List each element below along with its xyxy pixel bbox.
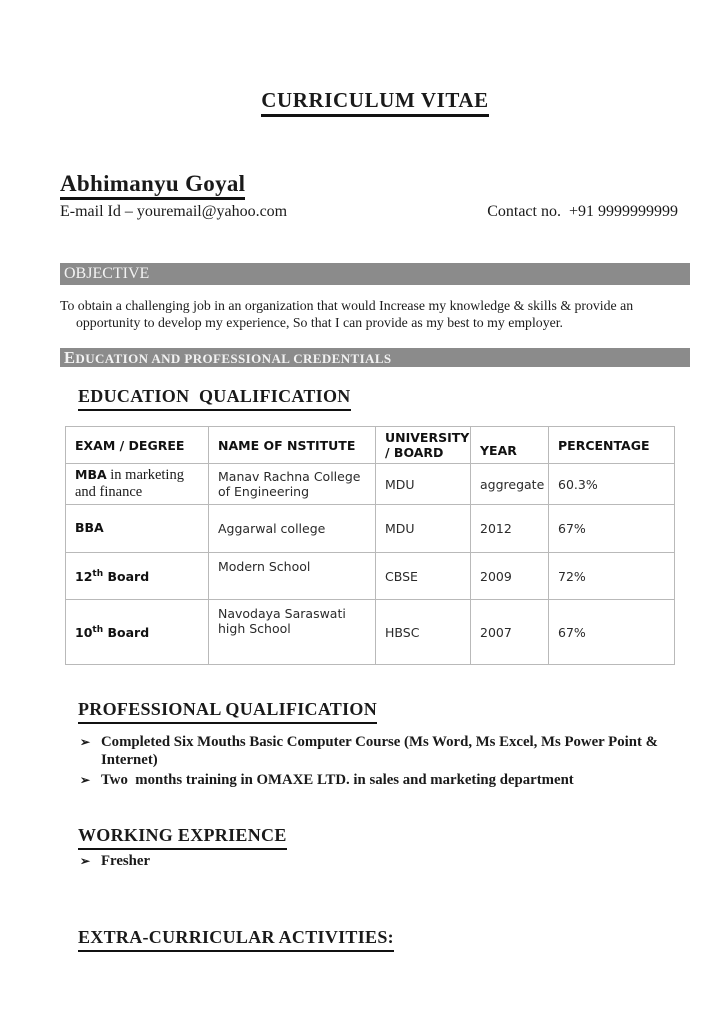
bullet-text: Fresher	[101, 852, 151, 869]
credentials-section-bar: EDUCATION AND PROFESSIONAL CREDENTIALS	[60, 348, 690, 367]
cell-year: 2007	[471, 600, 549, 665]
education-table-header-row	[66, 427, 675, 464]
header-percentage: PERCENTAGE	[549, 427, 675, 464]
cell-year: 2012	[471, 505, 549, 553]
education-table	[65, 426, 675, 665]
cell-board: CBSE	[376, 553, 471, 600]
resume-content	[60, 88, 690, 952]
education-heading: EDUCATION QUALIFICATION	[78, 384, 351, 411]
cell-institute: Navodaya Saraswati high School	[209, 600, 376, 665]
objective-section-bar: OBJECTIVE	[60, 263, 690, 285]
cell-percentage: 67%	[549, 600, 675, 665]
degree-name: 12	[75, 568, 93, 584]
objective-paragraph: To obtain a challenging job in an organization that would Increase my knowledge & skills & provide an opportunity to develop my experience, So that I can provide as my best to my employer.	[60, 298, 634, 330]
degree-superscript: th	[92, 624, 104, 635]
list-item	[80, 734, 690, 769]
working-heading-row	[60, 793, 690, 850]
degree-name: MBA	[75, 467, 107, 482]
email-text: E-mail Id – youremail@yahoo.com	[60, 203, 288, 220]
cell-degree	[66, 505, 209, 553]
cell-percentage: 72%	[549, 553, 675, 600]
cell-degree	[66, 553, 209, 600]
extra-curricular-heading: EXTRA-CURRICULAR ACTIVITIES:	[78, 925, 394, 952]
title-row	[60, 88, 690, 117]
degree-detail: Board	[103, 568, 150, 584]
degree-name: 10	[75, 624, 93, 640]
header-exam-degree: EXAM / DEGREE	[66, 427, 209, 464]
extra-heading-row	[60, 873, 690, 952]
header-institute: NAME OF NSTITUTE	[209, 427, 376, 464]
bullet-text: Completed Six Mouths Basic Computer Course (Ms Word, Ms Excel, Ms Power Point & Internet)	[101, 734, 662, 768]
header-university-board: UNIVERSITY / BOARD	[376, 427, 471, 464]
education-heading-row	[60, 367, 690, 411]
document-title: CURRICULUM VITAE	[261, 88, 489, 117]
cell-institute: Aggarwal college	[209, 505, 376, 553]
cell-percentage: 67%	[549, 505, 675, 553]
contact-row	[60, 202, 690, 222]
cell-board: MDU	[376, 505, 471, 553]
professional-bullet-list	[60, 734, 690, 790]
contact-number-text: Contact no. +91 9999999999	[487, 203, 678, 220]
header-year: YEAR	[471, 427, 549, 464]
arrow-bullet-icon: ➢	[80, 853, 91, 868]
degree-detail: in marketing and finance	[75, 467, 184, 500]
cell-board: HBSC	[376, 600, 471, 665]
degree-name: BBA	[75, 520, 104, 535]
cell-year: 2009	[471, 553, 549, 600]
working-experience-heading: WORKING EXPRIENCE	[78, 823, 287, 850]
person-name: Abhimanyu Goyal	[60, 171, 245, 200]
bullet-text: Two months training in OMAXE LTD. in sales and marketing department	[101, 772, 574, 788]
arrow-bullet-icon: ➢	[80, 735, 91, 749]
professional-heading: PROFESSIONAL QUALIFICATION	[78, 697, 377, 724]
cell-percentage: 60.3%	[549, 464, 675, 505]
cell-institute: Manav Rachna College of Engineering	[209, 464, 376, 505]
cell-year: aggregate	[471, 464, 549, 505]
table-row-10th	[66, 600, 675, 665]
table-row-bba	[66, 505, 675, 553]
table-row-mba	[66, 464, 675, 505]
experience-bullet-list	[60, 853, 690, 871]
cell-degree	[66, 600, 209, 665]
cell-degree	[66, 464, 209, 505]
arrow-bullet-icon: ➢	[80, 773, 91, 787]
degree-detail: Board	[103, 624, 150, 640]
cell-board: MDU	[376, 464, 471, 505]
table-row-12th	[66, 553, 675, 600]
name-block	[60, 171, 690, 222]
professional-heading-row	[60, 665, 690, 724]
cell-institute: Modern School	[209, 553, 376, 600]
list-item	[80, 772, 690, 790]
list-item	[80, 853, 690, 871]
degree-superscript: th	[92, 568, 104, 579]
